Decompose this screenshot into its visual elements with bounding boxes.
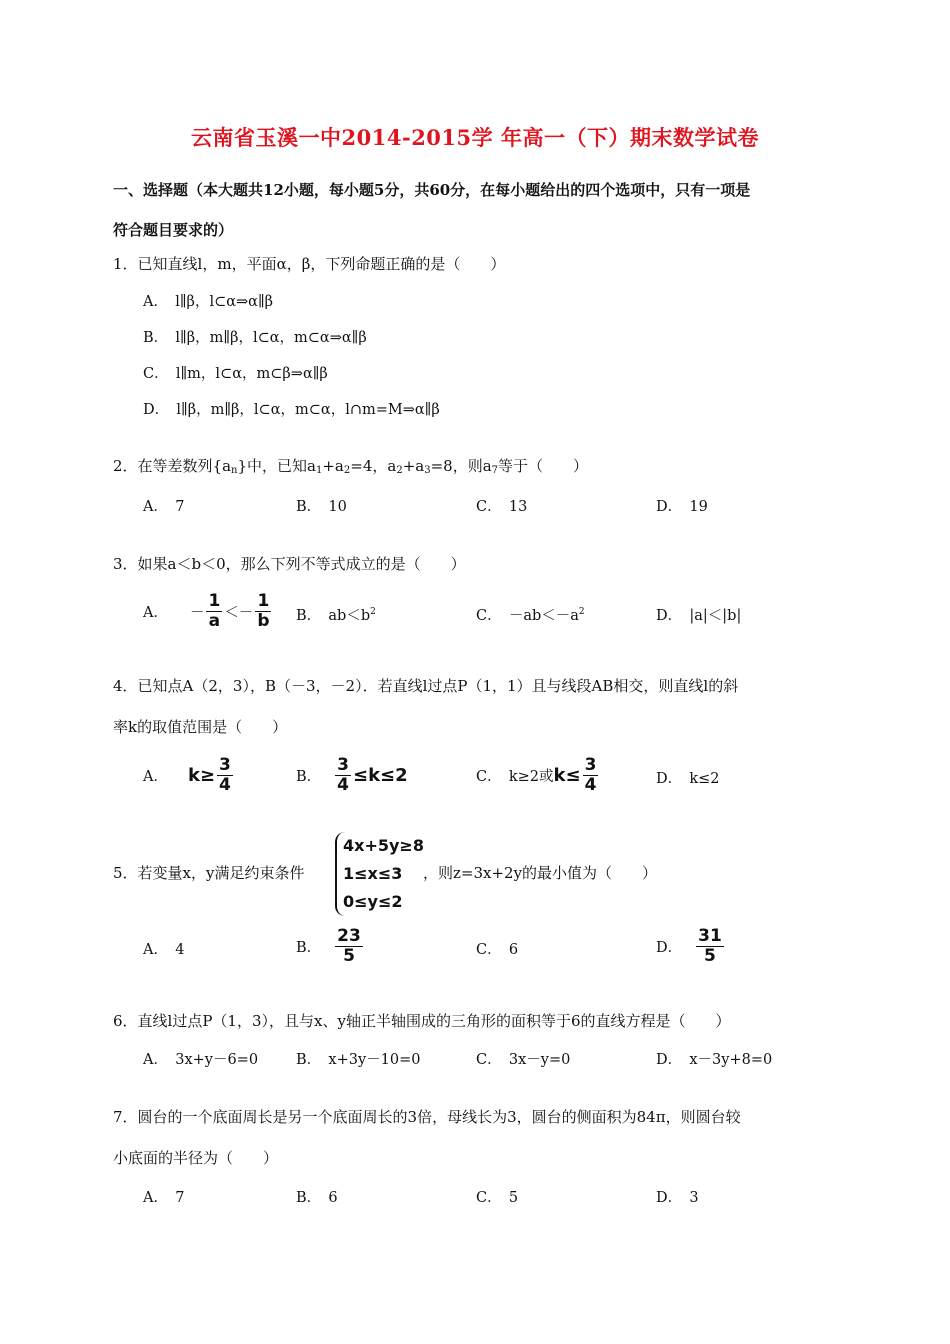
question-5-stem-pre: 5．若变量x，y满足约束条件: [113, 864, 305, 882]
section-heading-line1: 一、选择题（本大题共12小题，每小题5分，共60分，在每小题给出的四个选项中，只有一项是: [113, 181, 751, 199]
section-heading: [113, 170, 833, 250]
question-3-option-c: C． $-ab<-a^2$: [476, 607, 585, 624]
question-6-option-a: A． 3x+y－6=0: [143, 1052, 259, 1068]
question-4-option-a: A． k≥ $\frac{3}{4}$: [143, 755, 231, 795]
question-7-option-a: A． 7: [143, 1190, 185, 1206]
question-2-option-c: C． 13: [476, 499, 528, 515]
question-5-option-a: A． 4: [143, 942, 185, 958]
question-5-option-b: B． $\frac{23}{5}$: [296, 926, 361, 966]
question-4-stem-line1: 4．已知点A（2，3），B（－3，－2）．若直线l过点P（1，1）且与线段AB相交，则直线l的斜: [113, 677, 739, 695]
question-3-option-b: B． $ab<b^2$: [296, 607, 376, 624]
fraction: $\frac{3}{4}$: [337, 755, 349, 795]
exam-title: 云南省玉溪一中2014-2015学 年高一（下）期末数学试卷: [191, 125, 759, 150]
question-2-option-d: D． 19: [656, 499, 708, 515]
question-2-option-a: A． 7: [143, 499, 185, 515]
fraction: $\frac{3}{4}$: [219, 755, 231, 795]
question-5-stem-post: ，则z=3x+2y的最小值为（ ）: [423, 864, 658, 882]
question-1-stem: 1．已知直线l，m，平面α，β，下列命题正确的是（ ）: [113, 255, 506, 273]
question-7-option-d: D． 3: [656, 1190, 699, 1206]
fraction: $\frac{3}{4}$: [584, 755, 597, 795]
question-4-option-c: C． k≥2或 k≤ $\frac{3}{4}$: [476, 755, 597, 795]
fraction: $\frac{1}{a}$: [208, 591, 221, 631]
fraction: $\frac{23}{5}$: [337, 926, 361, 966]
question-1-option-d: D． l∥β，m∥β，l⊂α，m⊂α，l∩m=M⇒α∥β: [143, 402, 440, 418]
question-4-option-b: B． $\frac{3}{4}$ ≤k≤2: [296, 755, 408, 795]
question-1-option-a: A． l∥β，l⊂α⇒α∥β: [143, 294, 274, 310]
question-7-stem-line2: 小底面的半径为（ ）: [113, 1149, 279, 1167]
question-2-option-b: B． 10: [296, 499, 347, 515]
question-6-option-c: C． 3x－y=0: [476, 1052, 571, 1068]
question-7-option-c: C． 5: [476, 1190, 519, 1206]
question-7-option-b: B． 6: [296, 1190, 338, 1206]
question-4-option-d: D． k≤2: [656, 771, 720, 787]
question-6-option-b: B． x+3y－10=0: [296, 1052, 421, 1068]
question-3-option-a: A． － $\frac{1}{a}$ ＜－ $\frac{1}{b}$: [143, 591, 270, 631]
question-1-option-c: C． l∥m，l⊂α，m⊂β⇒α∥β: [143, 366, 328, 382]
question-6-stem: 6．直线l过点P（1，3），且与x、y轴正半轴围成的三角形的面积等于6的直线方程是（ ）: [113, 1012, 731, 1030]
question-4-stem-line2: 率k的取值范围是（ ）: [113, 718, 288, 736]
constraint-3: 0≤y≤2: [343, 892, 403, 911]
fraction: $\frac{31}{5}$: [698, 926, 722, 966]
question-6-option-d: D． x－3y+8=0: [656, 1052, 773, 1068]
question-2-stem: 2．在等差数列{an}中，已知a1+a2=4，a2+a3=8，则a7等于（ ）: [113, 457, 589, 476]
constraint-1: 4x+5y≥8: [343, 836, 424, 855]
question-3-stem: 3．如果a＜b＜0，那么下列不等式成立的是（ ）: [113, 555, 466, 573]
fraction: $\frac{1}{b}$: [257, 591, 270, 631]
constraint-2: 1≤x≤3: [343, 864, 403, 883]
question-5-option-c: C． 6: [476, 942, 519, 958]
question-1-option-b: B． l∥β，m∥β，l⊂α，m⊂α⇒α∥β: [143, 330, 367, 346]
constraint-system: [335, 832, 424, 916]
question-7-stem-line1: 7．圆台的一个底面周长是另一个底面周长的3倍，母线长为3，圆台的侧面积为84π，则圆台较: [113, 1108, 741, 1126]
question-5-option-d: D． $\frac{31}{5}$: [656, 926, 722, 966]
question-3-option-d: D． |a|＜|b|: [656, 608, 742, 624]
section-heading-line2: 符合题目要求的）: [113, 221, 234, 239]
